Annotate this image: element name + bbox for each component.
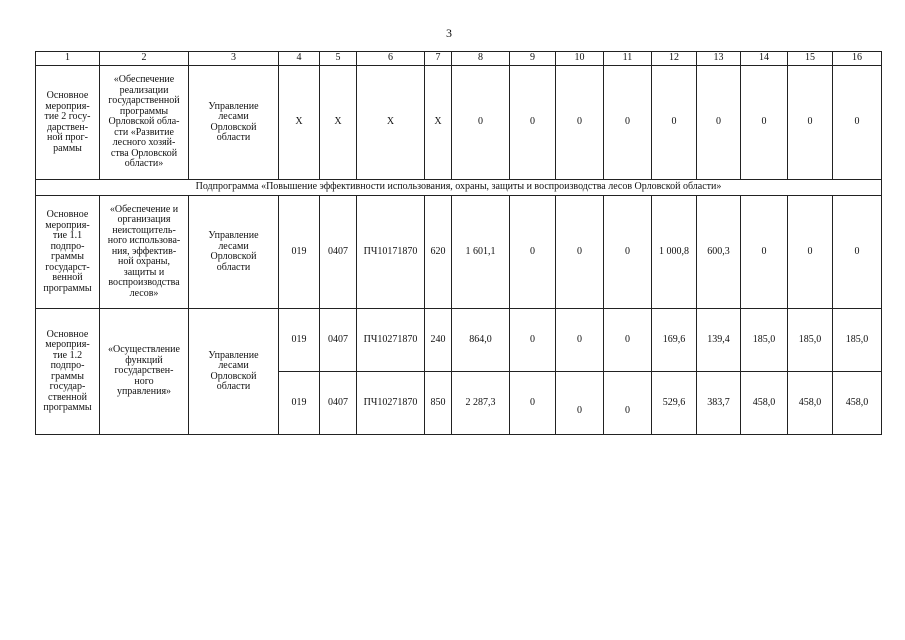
cell-value: 458,0 [788,372,833,435]
text-line: Основное [46,90,89,101]
cell-value: 240 [425,309,452,372]
page-number: 3 [446,26,452,40]
cell-value: 0 [510,372,556,435]
text-line: неистощитель- [112,224,176,236]
text-line: функций [125,354,163,366]
text-line: граммы [51,251,84,262]
col-header: 14 [741,52,788,66]
cell-value: 019 [279,372,320,435]
cell-value: 019 [279,309,320,372]
text-line: лесами [218,111,249,122]
cell-value: 383,7 [697,372,741,435]
cell-value: 0 [604,309,652,372]
text-line: государ- [49,381,86,392]
text-line: венной [52,272,83,283]
cell-value-text: 0 [625,404,630,416]
cell-value: 185,0 [788,309,833,372]
text-line: организация [117,214,171,226]
text-line: государственной [108,95,180,107]
cell-value: 1 601,1 [452,196,510,309]
cell-event-name [36,196,100,309]
table-row-main-event-2 [36,66,882,180]
cell-executor [189,309,279,435]
text-line: Управление [208,349,259,361]
col-header: 7 [425,52,452,66]
cell-value: 185,0 [833,309,882,372]
text-line: лесов» [129,287,159,299]
cell-value: 0 [556,66,604,180]
text-line: ния, эффектив- [111,245,177,257]
cell-event-title [100,309,189,435]
budget-table [35,51,882,435]
text-line: области [216,132,251,143]
text-line: «Обеспечение и [109,203,179,215]
cell-value: 864,0 [452,309,510,372]
cell-value: Х [279,66,320,180]
cell-value: 0 [788,66,833,180]
cell-value: 0407 [320,309,357,372]
col-header: 1 [36,52,100,66]
cell-value: 0 [510,66,556,180]
text-line: «Осуществление [108,344,180,356]
cell-value: 2 287,3 [452,372,510,435]
text-line: раммы [53,142,82,154]
cell-value: 0 [652,66,697,180]
col-header: 5 [320,52,357,66]
text-line: Управление [208,100,259,112]
cell-value: 0 [556,196,604,309]
text-line: защиты и [123,266,165,278]
cell-value: ПЧ10171870 [357,196,425,309]
text-line: ного [134,375,154,387]
text-line: тие 1.1 [52,230,83,241]
text-line: программы [119,105,169,117]
text-line: области [216,261,251,273]
column-number-row [36,52,882,66]
cell-value: 019 [279,196,320,309]
col-header: 9 [510,52,556,66]
cell-value: 458,0 [833,372,882,435]
text-line: граммы [51,370,84,382]
cell-event-title [100,66,189,180]
subprogram-title: Подпрограмма «Повышение эффективности использования, охраны, защиты и воспроизводства лесов Орловской области» [36,180,882,196]
cell-value: 0 [604,196,652,309]
cell-value: 0 [741,66,788,180]
text-line: лесами [218,240,249,252]
cell-value: 600,3 [697,196,741,309]
cell-value: 169,6 [652,309,697,372]
cell-value: 0 [833,66,882,180]
text-line: управления» [116,386,172,398]
cell-value: 0 [510,309,556,372]
cell-value: 0 [604,66,652,180]
cell-event-name [36,66,100,180]
cell-event-name [36,309,100,435]
text-line: Основное [46,209,89,220]
col-header: 4 [279,52,320,66]
col-header: 12 [652,52,697,66]
text-line: Основное [46,328,89,340]
text-line: мероприя- [45,219,90,231]
text-line: тие 2 госу- [44,111,91,122]
cell-value: 620 [425,196,452,309]
cell-value: 1 000,8 [652,196,697,309]
text-line: сти «Развитие [114,126,174,138]
text-line: лесами [218,360,249,371]
text-line: Управление [208,230,259,241]
text-line: Орловской [210,370,257,382]
text-line: мероприя- [45,100,90,112]
cell-value: 185,0 [741,309,788,372]
text-line: ной прог- [47,132,88,143]
cell-value: 0 [697,66,741,180]
cell-value: ПЧ10271870 [357,309,425,372]
text-line: тие 1.2 [52,349,83,361]
col-header: 10 [556,52,604,66]
cell-value: 458,0 [741,372,788,435]
cell-value: Х [425,66,452,180]
cell-value: 850 [425,372,452,435]
subprogram-row [36,180,882,196]
text-line: реализации [119,84,169,96]
cell-value: 0407 [320,372,357,435]
text-line: программы [43,282,92,294]
col-header: 8 [452,52,510,66]
text-line: лесного хозяй- [112,137,176,149]
text-line: ного использова- [107,235,181,247]
text-line: Орловской обла- [108,116,180,128]
text-line: дарствен- [46,121,89,133]
text-line: государствен- [114,365,174,377]
cell-value [604,372,652,435]
cell-event-title [100,196,189,309]
text-line: ной охраны, [118,256,170,268]
text-line: области» [124,158,164,170]
text-line: Орловской [210,121,257,133]
text-line: подпро- [50,360,85,371]
cell-executor [189,66,279,180]
text-line: области [216,381,251,392]
col-header: 2 [100,52,189,66]
cell-value [556,372,604,435]
cell-value: ПЧ10271870 [357,372,425,435]
text-line: Орловской [210,251,257,262]
text-line: подпро- [50,240,85,252]
col-header: 13 [697,52,741,66]
text-line: программы [43,402,92,413]
table-row-main-event-1-2 [36,309,882,372]
cell-value-text: 0 [577,404,582,416]
cell-value: 139,4 [697,309,741,372]
cell-value: 529,6 [652,372,697,435]
cell-value: Х [357,66,425,180]
text-line: ства Орловской [110,147,178,159]
cell-value: 0407 [320,196,357,309]
cell-executor [189,196,279,309]
col-header: 11 [604,52,652,66]
cell-value: 0 [741,196,788,309]
text-line: государст- [45,261,90,273]
col-header: 6 [357,52,425,66]
cell-value: 0 [556,309,604,372]
cell-value: Х [320,66,357,180]
cell-value: 0 [788,196,833,309]
table-row-main-event-1-1 [36,196,882,309]
cell-value: 0 [452,66,510,180]
text-line: мероприя- [45,339,90,350]
cell-value: 0 [833,196,882,309]
col-header: 15 [788,52,833,66]
col-header: 16 [833,52,882,66]
text-line: «Обеспечение [113,74,175,86]
text-line: ственной [48,391,87,403]
text-line: воспроизводства [108,277,180,289]
cell-value: 0 [510,196,556,309]
col-header: 3 [189,52,279,66]
